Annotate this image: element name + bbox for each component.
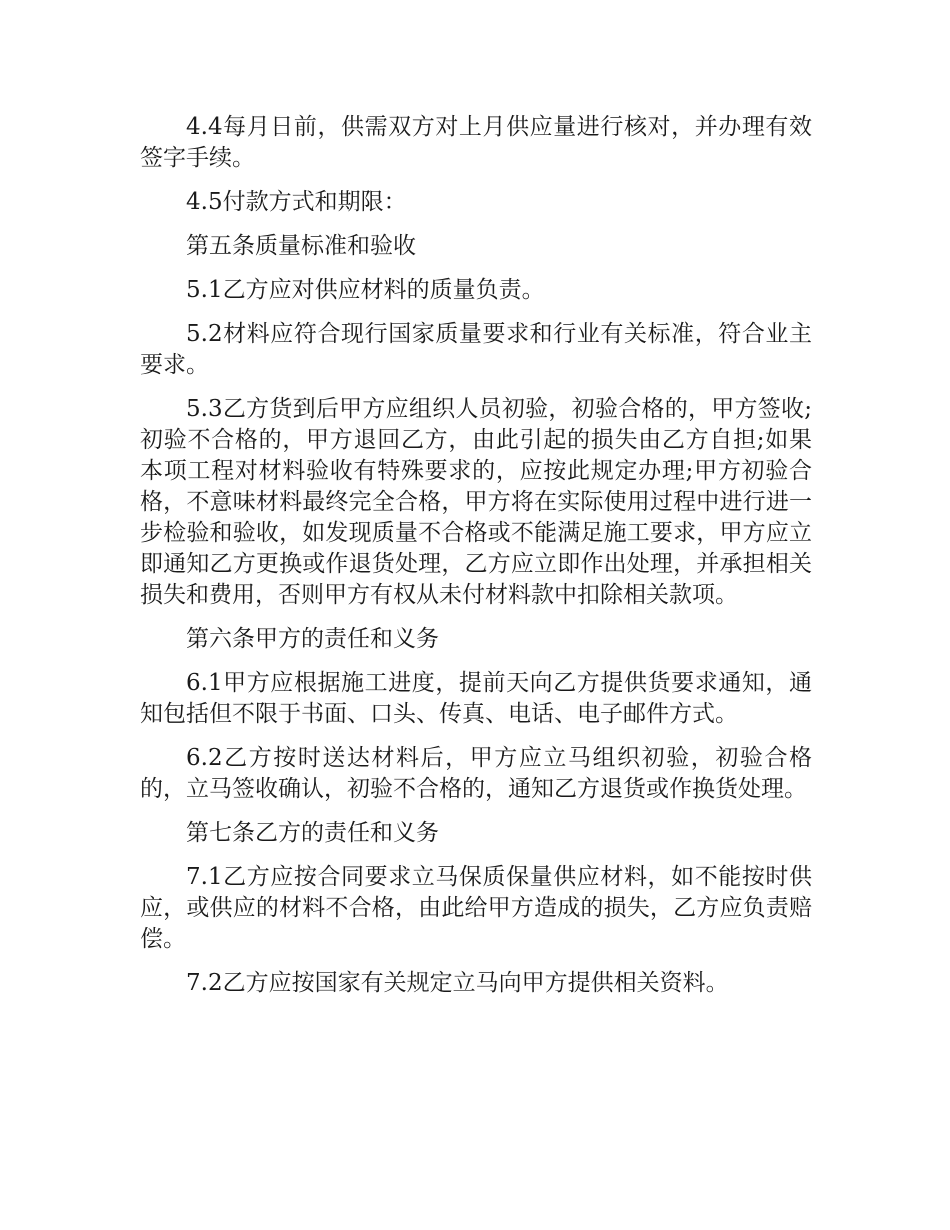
clause-7-2: 7.2乙方应按国家有关规定立马向甲方提供相关资料。 xyxy=(186,970,729,996)
clause-5-2: 5.2材料应符合现行国家质量要求和行业有关标准，符合业主要求。 xyxy=(140,321,812,378)
clause-6-2: 6.2乙方按时送达材料后，甲方应立马组织初验，初验合格的，立马签收确认，初验不合格的，通知乙方退货或作换货处理。 xyxy=(140,745,812,802)
document-page xyxy=(140,112,812,1012)
clause-5-1: 5.1乙方应对供应材料的质量负责。 xyxy=(186,277,545,303)
article-6-heading: 第六条甲方的责任和义务 xyxy=(186,626,439,652)
article-7-heading: 第七条乙方的责任和义务 xyxy=(186,820,439,846)
clause-6-1: 6.1甲方应根据施工进度，提前天向乙方提供货要求通知，通知包括但不限于书面、口头、传真、电话、电子邮件方式。 xyxy=(140,670,812,727)
clause-4-4: 4.4每月日前，供需双方对上月供应量进行核对，并办理有效签字手续。 xyxy=(140,114,812,171)
clause-5-3: 5.3乙方货到后甲方应组织人员初验，初验合格的，甲方签收;初验不合格的，甲方退回乙方，由此引起的损失由乙方自担;如果本项工程对材料验收有特殊要求的，应按此规定办理;甲方初验合格，不意味材料最终完全合格，甲方将在实际使用过程中进行进一步检验和验收，如发现质量不合格或不能满足施工要求，甲方应立即通知乙方更换或作退货处理，乙方应立即作出处理，并承担相关损失和费用，否则甲方有权从未付材料款中扣除相关款项。 xyxy=(140,396,812,608)
clause-4-5: 4.5付款方式和期限： xyxy=(186,189,407,215)
clause-7-1: 7.1乙方应按合同要求立马保质保量供应材料，如不能按时供应，或供应的材料不合格，由此给甲方造成的损失，乙方应负责赔偿。 xyxy=(140,864,812,952)
article-5-heading: 第五条质量标准和验收 xyxy=(186,233,416,259)
